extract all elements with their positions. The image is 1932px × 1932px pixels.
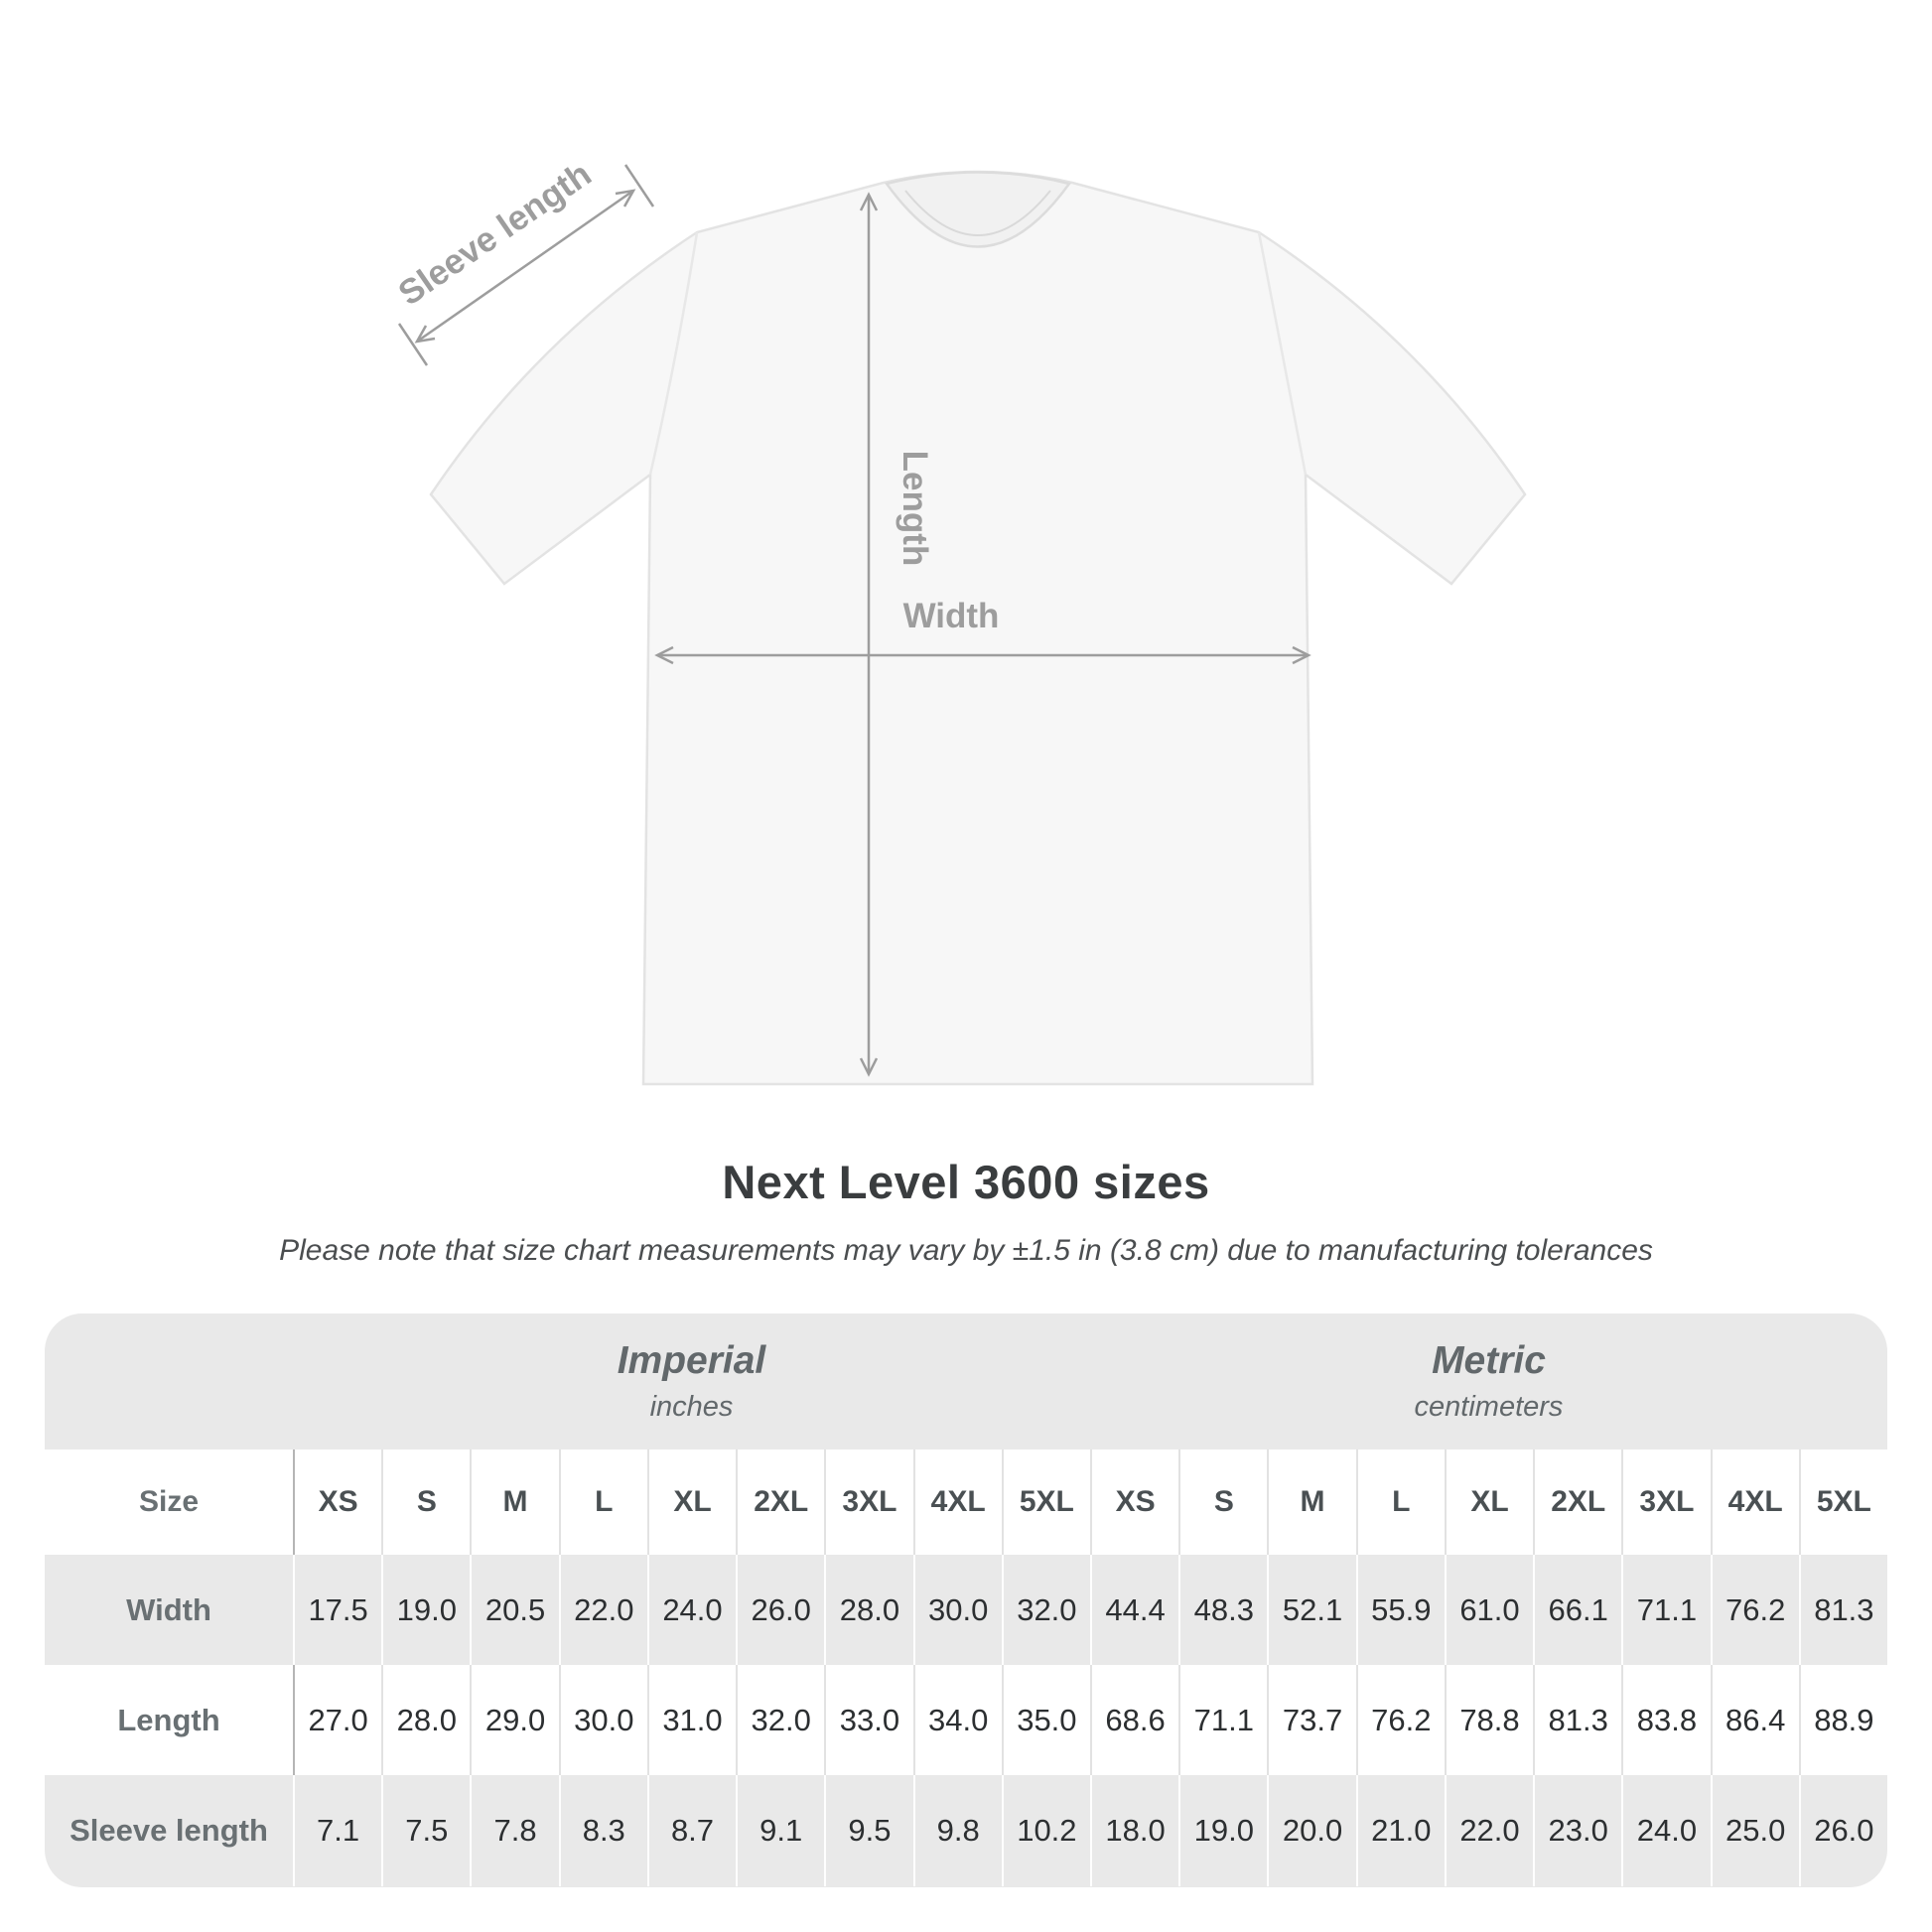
value-cell: 66.1	[1533, 1555, 1621, 1665]
value-cell: 17.5	[293, 1555, 381, 1665]
value-cell: 48.3	[1178, 1555, 1267, 1665]
value-cell: 32.0	[1002, 1555, 1090, 1665]
value-cell: 28.0	[824, 1555, 912, 1665]
value-cell: 23.0	[1533, 1775, 1621, 1886]
value-cell: 34.0	[913, 1665, 1002, 1775]
size-col-header-imperial-5xl: 5XL	[1002, 1449, 1090, 1555]
value-cell: 9.5	[824, 1775, 912, 1886]
size-col-header-metric-xl: XL	[1445, 1449, 1533, 1555]
row-label: Length	[45, 1665, 293, 1775]
value-cell: 88.9	[1799, 1665, 1887, 1775]
size-col-header-metric-4xl: 4XL	[1711, 1449, 1799, 1555]
length-label: Length	[896, 450, 934, 567]
value-cell: 20.0	[1267, 1775, 1355, 1886]
value-cell: 9.1	[736, 1775, 824, 1886]
value-cell: 28.0	[381, 1665, 470, 1775]
value-cell: 27.0	[293, 1665, 381, 1775]
value-cell: 55.9	[1356, 1555, 1445, 1665]
row-label: Width	[126, 1591, 211, 1627]
size-col-header-metric-3xl: 3XL	[1621, 1449, 1710, 1555]
value-cell: 26.0	[736, 1555, 824, 1665]
size-col-header-imperial-s: S	[381, 1449, 470, 1555]
value-cell: 7.5	[381, 1775, 470, 1886]
value-cell: 68.6	[1090, 1665, 1178, 1775]
value-cell: 86.4	[1711, 1665, 1799, 1775]
size-table	[45, 1313, 1887, 1887]
page-title: Next Level 3600 sizes	[722, 1156, 1210, 1208]
value-cell: 71.1	[1621, 1555, 1710, 1665]
value-cell: 32.0	[736, 1665, 824, 1775]
metric-group-units: centimeters	[1414, 1391, 1564, 1423]
metric-group-title: Metric	[1432, 1339, 1546, 1382]
value-cell: 81.3	[1799, 1555, 1887, 1665]
size-col-header-metric-5xl: 5XL	[1799, 1449, 1887, 1555]
imperial-group-units: inches	[649, 1391, 734, 1423]
value-cell: 21.0	[1356, 1775, 1445, 1886]
value-cell: 25.0	[1711, 1775, 1799, 1886]
size-col-header-imperial-xl: XL	[647, 1449, 736, 1555]
size-grid	[45, 1449, 1887, 1886]
size-col-header-metric-xs: XS	[1090, 1449, 1178, 1555]
size-col-header-metric-m: M	[1267, 1449, 1355, 1555]
value-cell: 19.0	[381, 1555, 470, 1665]
value-cell: 8.3	[559, 1775, 647, 1886]
value-cell: 61.0	[1445, 1555, 1533, 1665]
row-label: Sleeve length	[69, 1813, 268, 1848]
value-cell: 52.1	[1267, 1555, 1355, 1665]
value-cell: 31.0	[647, 1665, 736, 1775]
value-cell: 35.0	[1002, 1665, 1090, 1775]
value-cell: 73.7	[1267, 1665, 1355, 1775]
size-column-header: Size	[45, 1449, 293, 1555]
value-cell: 10.2	[1002, 1775, 1090, 1886]
value-cell: 18.0	[1090, 1775, 1178, 1886]
value-cell: 22.0	[559, 1555, 647, 1665]
size-col-header-imperial-xs: XS	[293, 1449, 381, 1555]
value-cell: 33.0	[824, 1665, 912, 1775]
width-label: Width	[902, 597, 1000, 635]
size-col-header-imperial-4xl: 4XL	[913, 1449, 1002, 1555]
value-cell: 20.5	[470, 1555, 558, 1665]
value-cell: 30.0	[913, 1555, 1002, 1665]
value-cell: 76.2	[1356, 1665, 1445, 1775]
value-cell: 24.0	[1621, 1775, 1710, 1886]
value-cell: 83.8	[1621, 1665, 1710, 1775]
value-cell: 8.7	[647, 1775, 736, 1886]
size-col-header-imperial-l: L	[559, 1449, 647, 1555]
value-cell: 76.2	[1711, 1555, 1799, 1665]
value-cell: 9.8	[913, 1775, 1002, 1886]
value-cell: 24.0	[647, 1555, 736, 1665]
value-cell: 44.4	[1090, 1555, 1178, 1665]
value-cell: 29.0	[470, 1665, 558, 1775]
value-cell: 19.0	[1178, 1775, 1267, 1886]
value-cell: 78.8	[1445, 1665, 1533, 1775]
size-col-header-imperial-3xl: 3XL	[824, 1449, 912, 1555]
value-cell: 22.0	[1445, 1775, 1533, 1886]
size-col-header-imperial-2xl: 2XL	[736, 1449, 824, 1555]
metric-group-header	[1090, 1339, 1887, 1424]
imperial-group-title: Imperial	[617, 1339, 766, 1382]
tolerance-note: Please note that size chart measurements may vary by ±1.5 in (3.8 cm) due to manufacturing tolerances	[279, 1234, 1653, 1267]
unit-group-header	[45, 1313, 1887, 1449]
value-cell: 30.0	[559, 1665, 647, 1775]
sleeve-length-label: Sleeve length	[391, 154, 599, 314]
size-col-header-imperial-m: M	[470, 1449, 558, 1555]
value-cell: 7.1	[293, 1775, 381, 1886]
value-cell: 26.0	[1799, 1775, 1887, 1886]
value-cell: 81.3	[1533, 1665, 1621, 1775]
value-cell: 71.1	[1178, 1665, 1267, 1775]
size-col-header-metric-l: L	[1356, 1449, 1445, 1555]
imperial-group-header	[293, 1339, 1090, 1424]
value-cell: 7.8	[470, 1775, 558, 1886]
size-col-header-metric-2xl: 2XL	[1533, 1449, 1621, 1555]
size-col-header-metric-s: S	[1178, 1449, 1267, 1555]
